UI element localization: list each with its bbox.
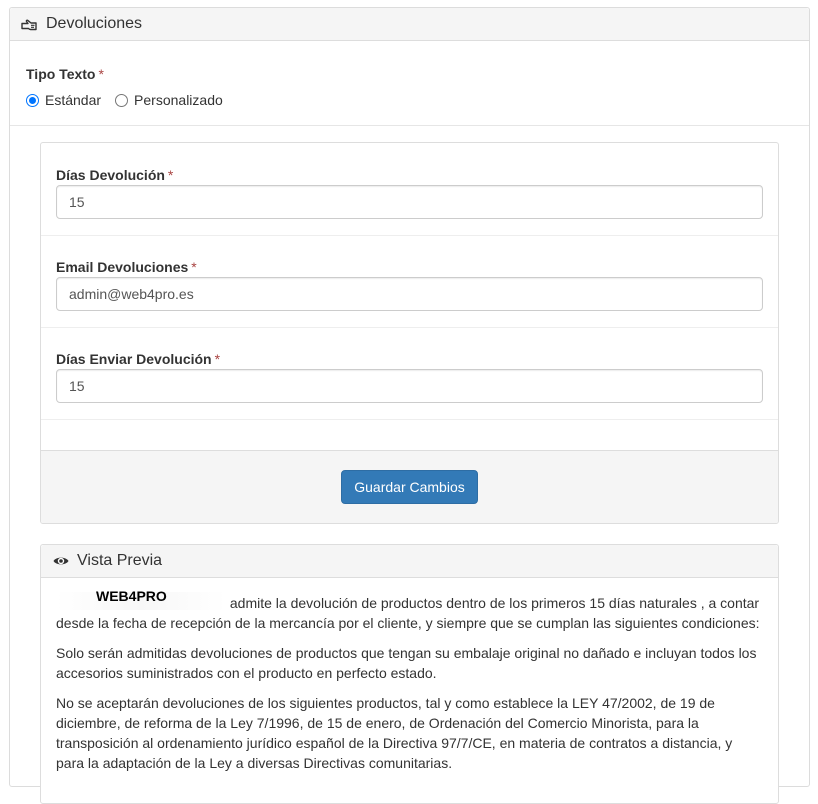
form-panel: [40, 142, 779, 524]
panel-title: Devoluciones: [46, 15, 143, 32]
email-devoluciones-label: Email Devoluciones *: [56, 259, 197, 275]
eye-icon: [53, 555, 69, 567]
divider: [10, 125, 809, 126]
email-devoluciones-input[interactable]: [56, 277, 763, 311]
vista-previa-panel: [40, 544, 779, 804]
hand-point-left-icon: [21, 17, 38, 32]
tipo-texto-radios: [26, 92, 237, 108]
panel-header: [10, 8, 809, 41]
divider: [41, 419, 778, 420]
dias-enviar-devolucion-label: Días Enviar Devolución *: [56, 351, 221, 367]
tipo-texto-group: [26, 66, 237, 108]
divider: [41, 327, 778, 328]
vista-previa-body: [41, 578, 778, 773]
dias-devolucion-label: Días Devolución *: [56, 167, 174, 183]
radio-estandar-button[interactable]: [26, 94, 39, 107]
radio-personalizado[interactable]: Personalizado: [115, 92, 223, 108]
vista-previa-title: Vista Previa: [77, 552, 163, 569]
brand-logo: WEB4PRO: [56, 592, 226, 610]
dias-enviar-devolucion-input[interactable]: [56, 369, 763, 403]
radio-personalizado-button[interactable]: [115, 94, 128, 107]
vista-previa-header: [41, 545, 778, 578]
preview-paragraph: No se aceptarán devoluciones de los siguientes productos, tal y como establece la LEY 47/2002, de 19 de diciembre, de reforma de la Ley 7/1996, de 15 de enero, de Ordenación del Comercio Minorista, para la transposición al ordenamiento jurídico español de la Directiva 97/7/CE, en materia de contratos a distancia, y para la adaptación de la Ley a diversas Directivas comunitarias.: [56, 695, 733, 771]
radio-estandar[interactable]: Estándar: [26, 92, 101, 108]
devoluciones-panel: [9, 7, 810, 787]
required-mark: *: [98, 66, 104, 82]
preview-paragraph: WEB4PRO admite la devolución de productos dentro de los primeros 15 días naturales , a contar desde la fecha de recepción de la mercancía por el cliente, y siempre que se cumplan las siguientes condiciones:: [56, 588, 760, 631]
dias-devolucion-input[interactable]: [56, 185, 763, 219]
divider: [41, 235, 778, 236]
form-footer: [41, 450, 778, 524]
save-button[interactable]: Guardar Cambios: [341, 470, 478, 504]
tipo-texto-label: Tipo Texto *: [26, 66, 104, 82]
preview-paragraph: Solo serán admitidas devoluciones de productos que tengan su embalaje original no dañado e incluyan todos los accesorios suministrados con el producto en perfecto estado.: [56, 645, 757, 681]
